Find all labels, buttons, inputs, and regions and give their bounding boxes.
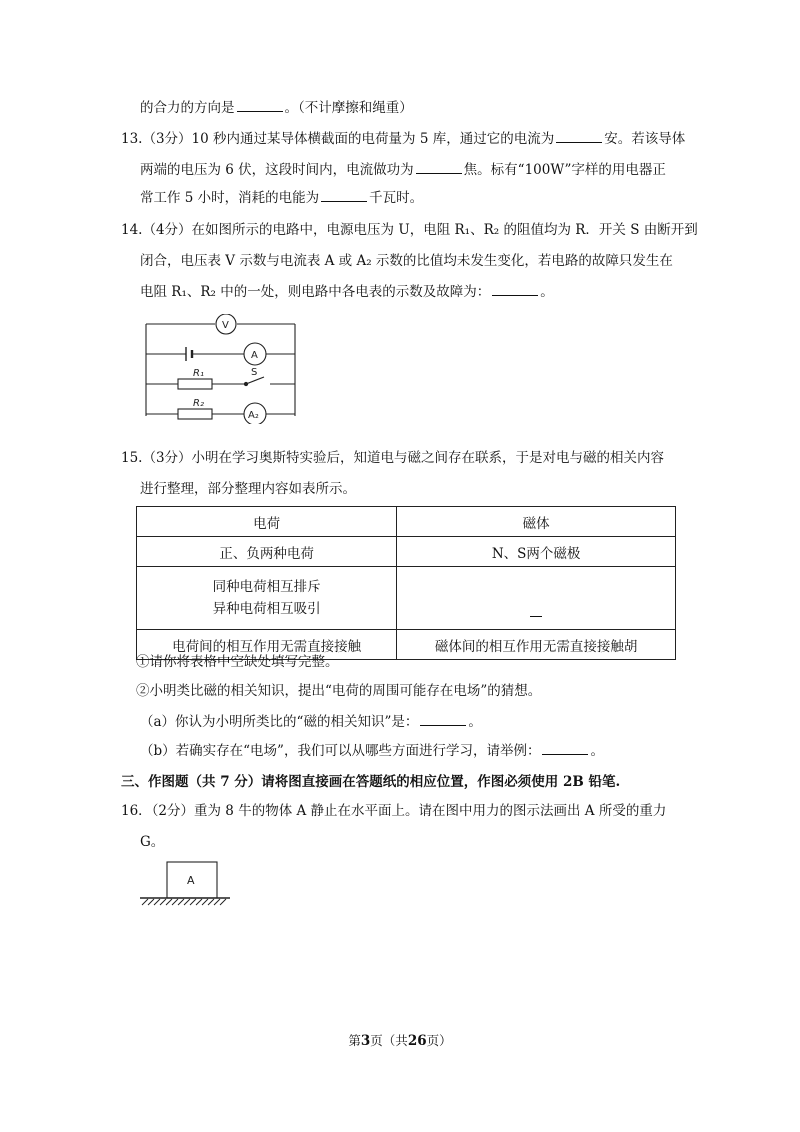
q15-text-1: 15.（3分）小明在学习奥斯特实验后，知道电与磁之间存在联系，于是对电与磁的相关内容 (121, 450, 665, 466)
q13-text-3: 两端的电压为 6 伏，这段时间内，电流做功为 (140, 162, 414, 178)
q14-line-2 (140, 251, 673, 271)
page-number (0, 1031, 800, 1049)
circuit-diagram (138, 314, 308, 424)
table-row (137, 537, 676, 567)
q13-text-4: 焦。标有“100W”字样的用电器正 (463, 162, 666, 178)
switch-label: S (251, 367, 258, 378)
q15-sub-a-end: 。 (468, 714, 482, 730)
ammeter-label: A (251, 350, 258, 361)
q14-text-2: 闭合，电压表 V 示数与电流表 A 或 A₂ 示数的比值均未发生变化，若电路的故障只发生在 (140, 253, 673, 269)
answer-blank (530, 606, 542, 617)
comparison-table (136, 506, 676, 660)
q12-tail-text-2: 。（不计摩擦和绳重） (284, 100, 413, 116)
q14-line-3 (140, 282, 554, 302)
q14-line-1 (121, 220, 698, 240)
block-on-ground-figure (140, 860, 240, 910)
q14-text-3: 电阻 R₁、R₂ 中的一处，则电路中各电表的示数及故障为： (140, 284, 491, 300)
q15-sub-a (140, 712, 482, 732)
q13-text-6: 千瓦时。 (369, 190, 424, 206)
page-suffix: 页） (426, 1033, 452, 1048)
table-header-cell: 电荷 (137, 507, 397, 537)
ammeter2-label: A₂ (248, 410, 259, 421)
table-row (137, 507, 676, 537)
page-prefix: 第 (348, 1033, 361, 1048)
q16-text-2: G。 (140, 834, 165, 850)
answer-blank[interactable] (556, 130, 602, 143)
table-cell: 电荷间的相互作用无需直接接触 (137, 630, 397, 660)
q15-sub-b (140, 741, 604, 761)
page-total: 26 (407, 1033, 427, 1049)
page-current: 3 (360, 1033, 371, 1049)
q15-sub-b-text: （b）若确实存在“电场”，我们可以从哪些方面进行学习，请举例： (140, 743, 541, 759)
section-3-text: 三、作图题（共 7 分）请将图直接画在答题纸的相应位置，作图必须使用 2B 铅笔. (121, 774, 621, 790)
q13-line-1 (121, 129, 685, 149)
q14-text-1: 14.（4分）在如图所示的电路中，电源电压为 U，电阻 R₁、R₂ 的阻值均为 R．开关 S 由断开到 (121, 222, 698, 238)
q13-line-2 (140, 160, 666, 180)
r2-label: R₂ (193, 398, 204, 409)
page-mid: 页（共 (370, 1033, 408, 1048)
q15-sub-a-text: （a）你认为小明所类比的“磁的相关知识”是： (140, 714, 419, 730)
table-row (137, 567, 676, 630)
q16-line-1 (121, 801, 666, 821)
voltmeter-label: V (222, 320, 229, 331)
q13-text-2: 安。若该导体 (604, 131, 686, 147)
q14-text-4: 。 (540, 284, 554, 300)
q15-sub-text-1: ①请你将表格中空缺处填写完整。 (136, 654, 339, 670)
answer-blank[interactable] (416, 161, 462, 174)
q15-sub-1 (136, 652, 339, 672)
q16-line-2 (140, 832, 164, 852)
table-cell (137, 567, 397, 630)
table-cell: 磁体间的相互作用无需直接接触胡 (397, 630, 676, 660)
q13-line-3 (140, 188, 423, 208)
table-cell-line: 同种电荷相互排斥 (212, 579, 321, 595)
q12-tail-text: 的合力的方向是 (140, 100, 235, 116)
table-cell-line: 异种电荷相互吸引 (212, 601, 321, 617)
q13-text-5: 常工作 5 小时，消耗的电能为 (140, 190, 320, 206)
answer-blank[interactable] (542, 742, 588, 755)
q12-tail-line (140, 98, 413, 118)
q15-line-2 (140, 479, 356, 499)
r1-label: R₁ (193, 368, 204, 379)
answer-blank[interactable] (420, 713, 466, 726)
table-cell: N、S两个磁极 (397, 537, 676, 567)
table-cell: 正、负两种电荷 (137, 537, 397, 567)
table-header-cell: 磁体 (397, 507, 676, 537)
answer-blank[interactable] (492, 283, 538, 296)
q15-line-1 (121, 448, 664, 468)
answer-blank[interactable] (237, 99, 283, 112)
q15-sub-text-2: ②小明类比磁的相关知识，提出“电荷的周围可能存在电场”的猜想。 (136, 683, 542, 699)
answer-blank[interactable] (321, 189, 367, 202)
q16-text-1: 16．（2分）重为 8 牛的物体 A 静止在水平面上。请在图中用力的图示法画出 A 所受的重力 (121, 803, 667, 819)
section-3-heading (121, 772, 620, 792)
q15-text-2: 进行整理，部分整理内容如表所示。 (140, 481, 356, 497)
q15-sub-b-end: 。 (590, 743, 604, 759)
table-blank-cell[interactable] (397, 567, 676, 630)
block-label: A (187, 874, 195, 887)
q15-sub-2 (136, 681, 541, 701)
q13-text-1: 13.（3分）10 秒内通过某导体横截面的电荷量为 5 库，通过它的电流为 (121, 131, 555, 147)
